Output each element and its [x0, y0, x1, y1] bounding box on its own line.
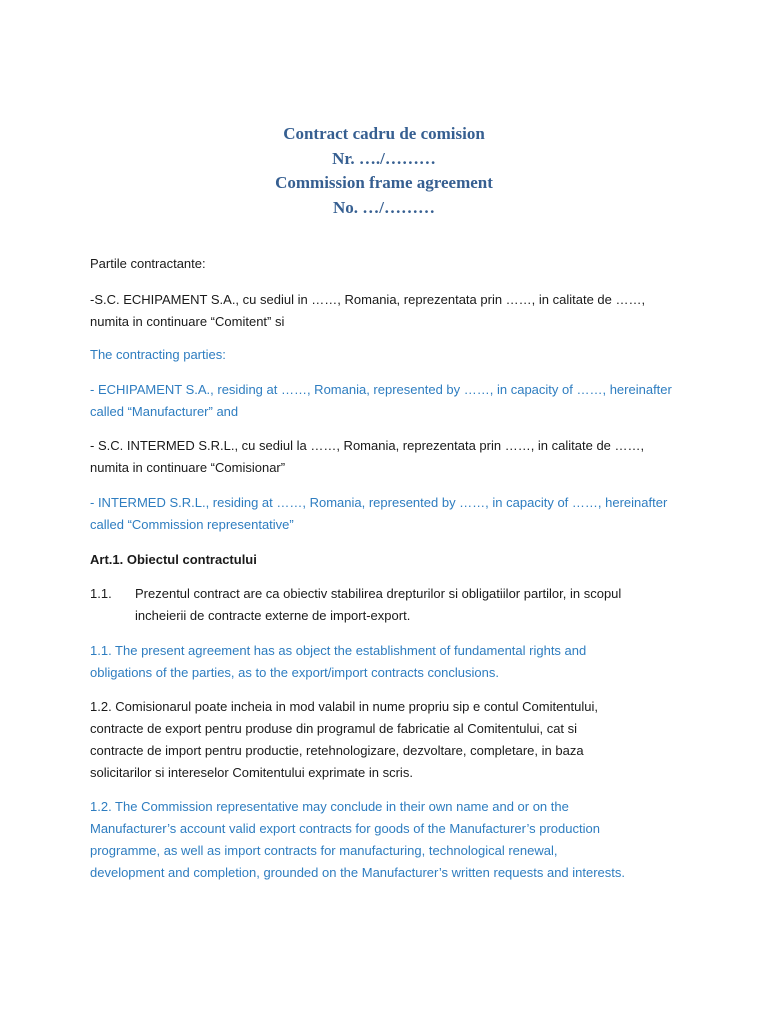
- title-ro-number: Nr. …./………: [332, 148, 436, 168]
- intermed-paragraph-en: - INTERMED S.R.L., residing at ……, Romania, represented by ……, in capacity of ……, hereinafter called “Commission representative”: [90, 495, 668, 532]
- article-1-2-en: 1.2. The Commission representative may conclude in their own name and or on the Manufacturer’s account valid export contracts for goods of the Manufacturer’s production programme, as well as import contracts for manufacturing, technological renewal, development and completion, grounded on the Manufacturer’s written requests and interests.: [90, 799, 626, 880]
- manufacturer-paragraph-en: - ECHIPAMENT S.A., residing at ……, Romania, represented by ……, in capacity of ……, hereinafter called “Manufacturer” and: [90, 382, 672, 419]
- article-1-1-ro: 1.1. Prezentul contract are ca obiectiv stabilirea drepturilor si obligatiilor partilor, in scopul incheierii de contracte externe de import-export.: [90, 583, 690, 627]
- partile-heading: Partile contractante:: [90, 256, 206, 271]
- article-1-heading: Art.1. Obiectul contractului: [90, 552, 257, 567]
- title-en-number: No. …/………: [333, 197, 435, 217]
- comisionar-paragraph-ro: - S.C. INTERMED S.R.L., cu sediul la ……, Romania, reprezentata prin ……, in calitate de ……, numita in continuare “Comisionar”: [90, 438, 645, 475]
- parties-heading-en: The contracting parties:: [90, 347, 226, 362]
- article-1-2-ro: 1.2. Comisionarul poate incheia in mod valabil in nume propriu sip e contul Comitentului, contracte de export pentru produse din programul de fabricatie al Comitentului, cat si contracte de import pentru productie, retehnologizare, dezvoltare, completare, in baza solicitarilor si intereselor Comitentului exprimate in scris.: [90, 699, 598, 780]
- title-en: Commission frame agreement: [275, 173, 493, 193]
- article-1-1-number: 1.1.: [90, 586, 112, 601]
- article-1-1-en: 1.1. The present agreement has as object the establishment of fundamental rights and obligations of the parties, as to the export/import contracts conclusions.: [90, 643, 587, 680]
- document-title: [0, 122, 768, 220]
- comitent-paragraph-ro: -S.C. ECHIPAMENT S.A., cu sediul in ……, Romania, reprezentata prin ……, in calitate de ……, numita in continuare “Comitent” si: [90, 292, 646, 329]
- title-ro: Contract cadru de comision: [283, 124, 485, 143]
